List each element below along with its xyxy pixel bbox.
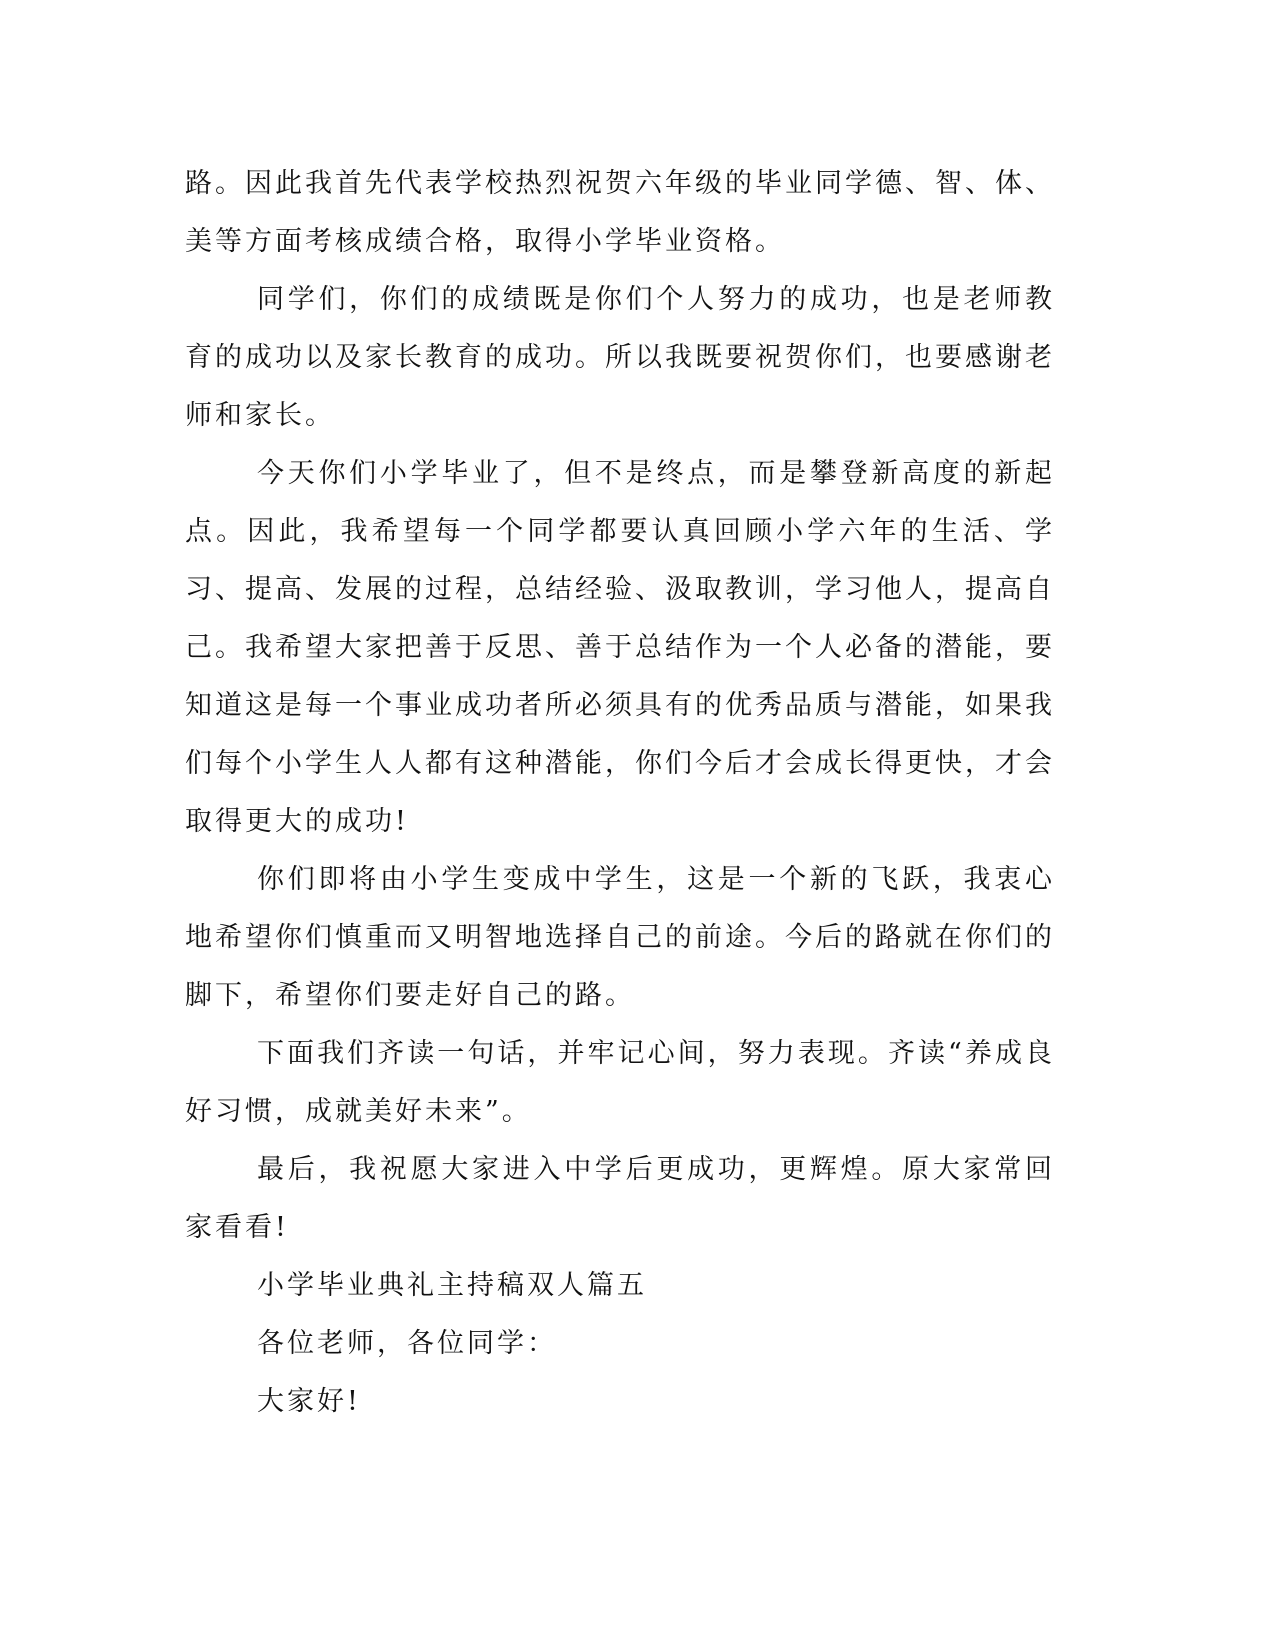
paragraph-closing: 最后，我祝愿大家进入中学后更成功，更辉煌。原大家常回家看看! [185,1154,1055,1243]
document-body [185,155,1055,1431]
section-heading: 小学毕业典礼主持稿双人篇五 [257,1270,647,1301]
paragraph-motto: 下面我们齐读一句话，并牢记心间，努力表现。齐读“养成良好习惯，成就美好未来”。 [185,1038,1055,1127]
paragraph-middle-school: 你们即将由小学生变成中学生，这是一个新的飞跃，我衷心地希望你们慎重而又明智地选择自己的前途。今后的路就在你们的脚下，希望你们要走好自己的路。 [185,864,1055,1011]
salutation: 各位老师，各位同学： [257,1328,557,1359]
paragraph-new-start: 今天你们小学毕业了，但不是终点，而是攀登新高度的新起点。因此，我希望每一个同学都要认真回顾小学六年的生活、学习、提高、发展的过程，总结经验、汲取教训，学习他人，提高自己。我希望大家把善于反思、善于总结作为一个人必备的潜能，要知道这是每一个事业成功者所必须具有的优秀品质与潜能，如果我们每个小学生人人都有这种潜能，你们今后才会成长得更快，才会取得更大的成功! [185,458,1055,837]
paragraph-thanks: 同学们，你们的成绩既是你们个人努力的成功，也是老师教育的成功以及家长教育的成功。所以我既要祝贺你们，也要感谢老师和家长。 [185,284,1055,431]
greeting: 大家好! [257,1386,361,1417]
paragraph-continuation: 路。因此我首先代表学校热烈祝贺六年级的毕业同学德、智、体、美等方面考核成绩合格，取得小学毕业资格。 [185,168,1055,257]
